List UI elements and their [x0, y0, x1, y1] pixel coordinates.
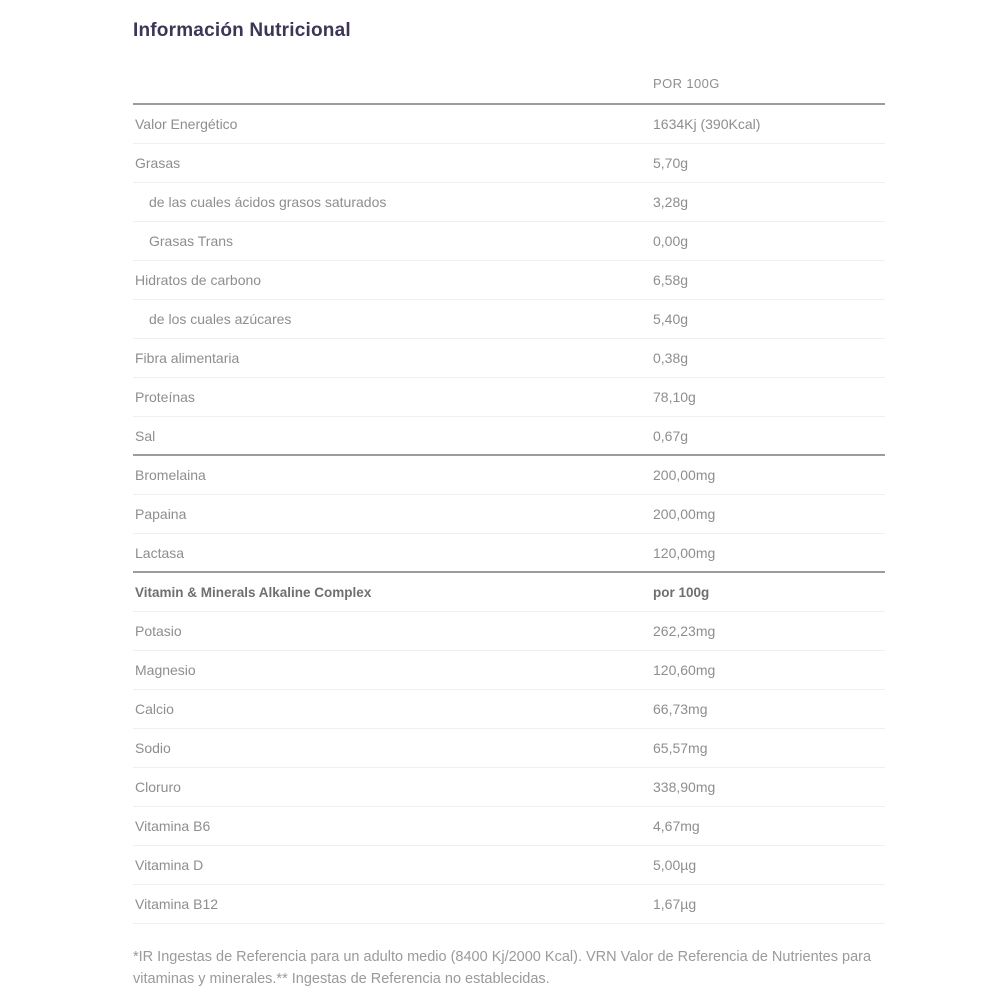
table-row	[133, 690, 885, 729]
nutrient-label: Grasas	[135, 155, 181, 171]
header-per-100g: POR 100G	[653, 76, 720, 91]
table-row	[133, 885, 885, 924]
nutrient-value: 5,70g	[653, 155, 689, 171]
table-row	[133, 495, 885, 534]
nutrient-label: Calcio	[135, 701, 174, 717]
table-row	[133, 846, 885, 885]
table-body	[133, 105, 885, 924]
nutrient-value: 66,73mg	[653, 701, 708, 717]
nutrient-label: Vitamin & Minerals Alkaline Complex	[135, 584, 372, 600]
nutrient-label: Lactasa	[135, 544, 185, 561]
table-row	[133, 300, 885, 339]
nutrient-label: Fibra alimentaria	[135, 350, 240, 366]
table-row	[133, 417, 885, 456]
table-row	[133, 612, 885, 651]
table-row	[133, 768, 885, 807]
nutrient-value: 262,23mg	[653, 623, 716, 639]
nutrient-label: Vitamina D	[135, 857, 204, 873]
nutrient-value: 3,28g	[653, 194, 689, 210]
table-row	[133, 105, 885, 144]
header-empty-cell	[133, 76, 653, 91]
nutrient-value: 4,67mg	[653, 818, 700, 834]
nutrient-value: 0,00g	[653, 233, 689, 249]
nutrition-table	[133, 76, 885, 924]
nutrient-label: Vitamina B12	[135, 896, 219, 912]
nutrient-label: Hidratos de carbono	[135, 272, 262, 288]
nutrient-label: Bromelaina	[135, 467, 206, 483]
table-row	[133, 456, 885, 495]
nutrient-value: 1634Kj (390Kcal)	[653, 116, 761, 132]
nutrient-value: 200,00mg	[653, 506, 716, 522]
nutrient-label: de las cuales ácidos grasos saturados	[149, 194, 387, 210]
reference-footnote: *IR Ingestas de Referencia para un adulto medio (8400 Kj/2000 Kcal). VRN Valor de Referencia de Nutrientes para vitaminas y minerales.** Ingestas de Referencia no establecidas.	[133, 949, 872, 988]
nutrient-label: Sal	[135, 427, 156, 444]
nutrient-label: Papaina	[135, 506, 187, 522]
nutrient-value: 120,60mg	[653, 662, 716, 678]
table-row	[133, 378, 885, 417]
nutrient-value: 1,67µg	[653, 896, 697, 912]
table-row	[133, 222, 885, 261]
nutrient-value: 78,10g	[653, 389, 696, 405]
nutrient-label: de los cuales azúcares	[149, 311, 292, 327]
nutrient-value: 338,90mg	[653, 779, 716, 795]
table-row	[133, 339, 885, 378]
nutrient-label: Valor Energético	[135, 116, 238, 132]
nutrient-label: Potasio	[135, 623, 182, 639]
table-row	[133, 651, 885, 690]
nutrient-value: 0,38g	[653, 350, 689, 366]
nutrient-label: Proteínas	[135, 389, 195, 405]
table-row	[133, 807, 885, 846]
nutrient-value: por 100g	[653, 584, 710, 600]
nutrient-value: 5,00µg	[653, 857, 697, 873]
table-row	[133, 144, 885, 183]
nutrient-value: 120,00mg	[653, 544, 716, 561]
nutrient-value: 6,58g	[653, 272, 689, 288]
nutrient-value: 200,00mg	[653, 467, 716, 483]
table-row	[133, 729, 885, 768]
nutrient-value: 5,40g	[653, 311, 689, 327]
nutrient-label: Vitamina B6	[135, 818, 211, 834]
nutrient-label: Cloruro	[135, 779, 181, 795]
nutrient-value: 65,57mg	[653, 740, 708, 756]
table-row	[133, 183, 885, 222]
table-row	[133, 534, 885, 573]
nutrient-label: Sodio	[135, 740, 171, 756]
nutrient-label: Grasas Trans	[149, 233, 234, 249]
nutrient-value: 0,67g	[653, 427, 689, 444]
table-row	[133, 261, 885, 300]
nutrition-content	[133, 20, 885, 991]
page-title: Información Nutricional	[133, 20, 351, 41]
table-row	[133, 573, 885, 612]
table-header-row	[133, 76, 885, 105]
nutrient-label: Magnesio	[135, 662, 196, 678]
